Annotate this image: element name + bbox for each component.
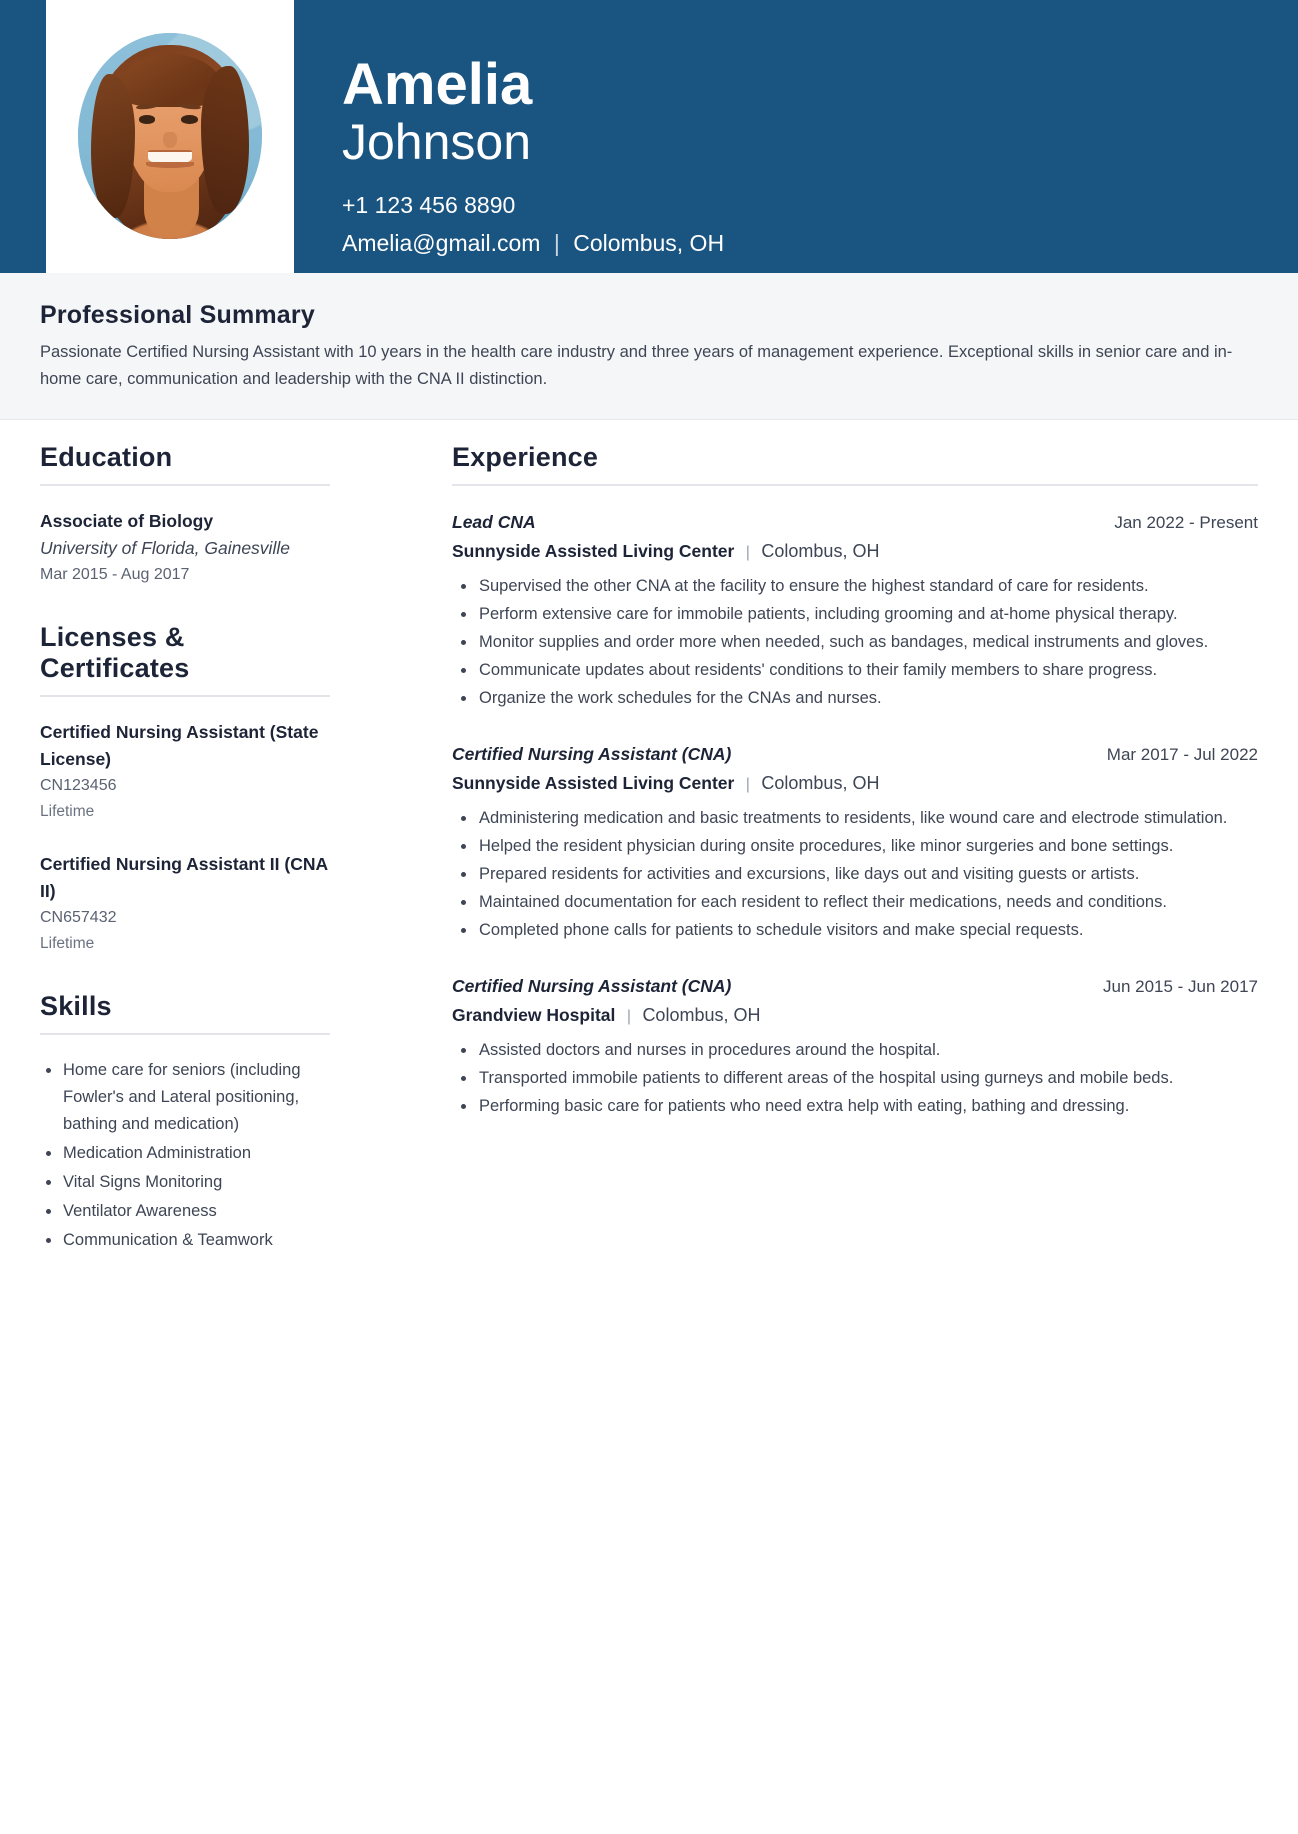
skills-list <box>40 1057 330 1254</box>
job-title: Certified Nursing Assistant (CNA) <box>452 744 732 764</box>
list-item: Prepared residents for activities and excursions, like days out and visiting guests or artists. <box>452 861 1258 888</box>
job-dates: Jun 2015 - Jun 2017 <box>1102 977 1258 996</box>
licenses-section <box>40 622 330 957</box>
avatar-eye-right <box>181 115 198 123</box>
first-name: Amelia <box>342 52 533 117</box>
license-number: CN657432 <box>40 909 117 926</box>
contact-separator: | <box>553 230 560 256</box>
resume-body <box>0 420 1298 1288</box>
job-title: Certified Nursing Assistant (CNA) <box>452 976 732 996</box>
education-heading: Education <box>40 442 330 486</box>
job-dates: Mar 2017 - Jul 2022 <box>1106 745 1258 764</box>
list-item: Maintained documentation for each resident to reflect their medications, needs and conditions. <box>452 889 1258 916</box>
experience-heading: Experience <box>452 442 1258 486</box>
avatar-ring <box>68 22 272 250</box>
job-location: Colombus, OH <box>642 1005 761 1025</box>
list-item: Transported immobile patients to different areas of the hospital using gurneys and mobile beds. <box>452 1065 1258 1092</box>
job-separator: | <box>745 544 750 561</box>
license-item <box>40 851 330 957</box>
professional-summary-section <box>0 273 1298 420</box>
job-dates: Jan 2022 - Present <box>1114 513 1258 532</box>
education-dates: Mar 2015 - Aug 2017 <box>40 566 190 583</box>
experience-item <box>452 740 1258 944</box>
experience-title-row <box>452 508 1258 537</box>
list-item: Assisted doctors and nurses in procedures around the hospital. <box>452 1037 1258 1064</box>
avatar-eye-left <box>139 115 156 123</box>
experience-title-row <box>452 740 1258 769</box>
experience-company-row <box>452 769 1258 799</box>
email-location-line <box>342 224 724 262</box>
license-validity: Lifetime <box>40 803 95 820</box>
experience-list <box>452 486 1258 1120</box>
email-address[interactable]: Amelia@gmail.com <box>342 230 541 256</box>
job-location: Colombus, OH <box>761 541 880 561</box>
list-item: Ventilator Awareness <box>40 1198 330 1225</box>
education-item <box>40 508 330 588</box>
skills-list-wrap <box>40 1035 330 1254</box>
education-degree: Associate of Biology <box>40 511 214 531</box>
job-company: Sunnyside Assisted Living Center <box>452 773 735 793</box>
header-text-block <box>342 0 724 273</box>
list-item: Organize the work schedules for the CNAs and nurses. <box>452 685 1258 712</box>
job-title: Lead CNA <box>452 512 536 532</box>
list-item: Performing basic care for patients who need extra help with eating, bathing and dressing. <box>452 1093 1258 1120</box>
list-item: Perform extensive care for immobile patients, including grooming and at-home physical therapy. <box>452 601 1258 628</box>
job-bullets <box>452 1037 1258 1120</box>
job-separator: | <box>745 776 750 793</box>
job-company: Grandview Hospital <box>452 1005 616 1025</box>
right-column <box>340 442 1258 1154</box>
list-item: Communication & Teamwork <box>40 1227 330 1254</box>
experience-item <box>452 508 1258 712</box>
job-separator: | <box>626 1008 631 1025</box>
list-item: Monitor supplies and order more when needed, such as bandages, medical instruments and gloves. <box>452 629 1258 656</box>
list-item: Administering medication and basic treatments to residents, like wound care and electrode stimulation. <box>452 805 1258 832</box>
licenses-list <box>40 697 330 957</box>
phone-line <box>342 186 724 224</box>
experience-company-row <box>452 537 1258 567</box>
experience-item <box>452 972 1258 1120</box>
license-validity: Lifetime <box>40 935 95 952</box>
licenses-heading: Licenses & Certificates <box>40 622 330 697</box>
summary-text: Passionate Certified Nursing Assistant with 10 years in the health care industry and three years of management experience. Exceptional skills in senior care and in-home care, communication and leadership with the CNA II distinction. <box>40 343 1233 388</box>
job-bullets <box>452 805 1258 944</box>
license-number: CN123456 <box>40 777 117 794</box>
education-list <box>40 486 330 588</box>
list-item: Home care for seniors (including Fowler's and Lateral positioning, bathing and medication) <box>40 1057 330 1138</box>
experience-section <box>452 442 1258 1120</box>
skills-heading: Skills <box>40 991 330 1035</box>
license-name: Certified Nursing Assistant (State License) <box>40 722 319 769</box>
resume-header <box>0 0 1298 273</box>
last-name: Johnson <box>342 114 532 170</box>
education-school: University of Florida, Gainesville <box>40 538 290 558</box>
location: Colombus, OH <box>573 230 725 256</box>
experience-company-row <box>452 1001 1258 1031</box>
license-name: Certified Nursing Assistant II (CNA II) <box>40 854 328 901</box>
list-item: Vital Signs Monitoring <box>40 1169 330 1196</box>
job-location: Colombus, OH <box>761 773 880 793</box>
avatar <box>78 33 262 239</box>
list-item: Helped the resident physician during onsite procedures, like minor surgeries and bone settings. <box>452 833 1258 860</box>
left-column <box>40 442 340 1288</box>
skills-section <box>40 991 330 1254</box>
summary-heading: Professional Summary <box>40 301 315 329</box>
list-item: Communicate updates about residents' conditions to their family members to share progress. <box>452 657 1258 684</box>
list-item: Supervised the other CNA at the facility to ensure the highest standard of care for residents. <box>452 573 1258 600</box>
license-item <box>40 719 330 825</box>
job-bullets <box>452 573 1258 712</box>
education-section <box>40 442 330 588</box>
experience-title-row <box>452 972 1258 1001</box>
avatar-hair-right <box>201 66 249 214</box>
list-item: Completed phone calls for patients to schedule visitors and make special requests. <box>452 917 1258 944</box>
job-company: Sunnyside Assisted Living Center <box>452 541 735 561</box>
list-item: Medication Administration <box>40 1140 330 1167</box>
phone-number[interactable]: +1 123 456 8890 <box>342 192 516 218</box>
